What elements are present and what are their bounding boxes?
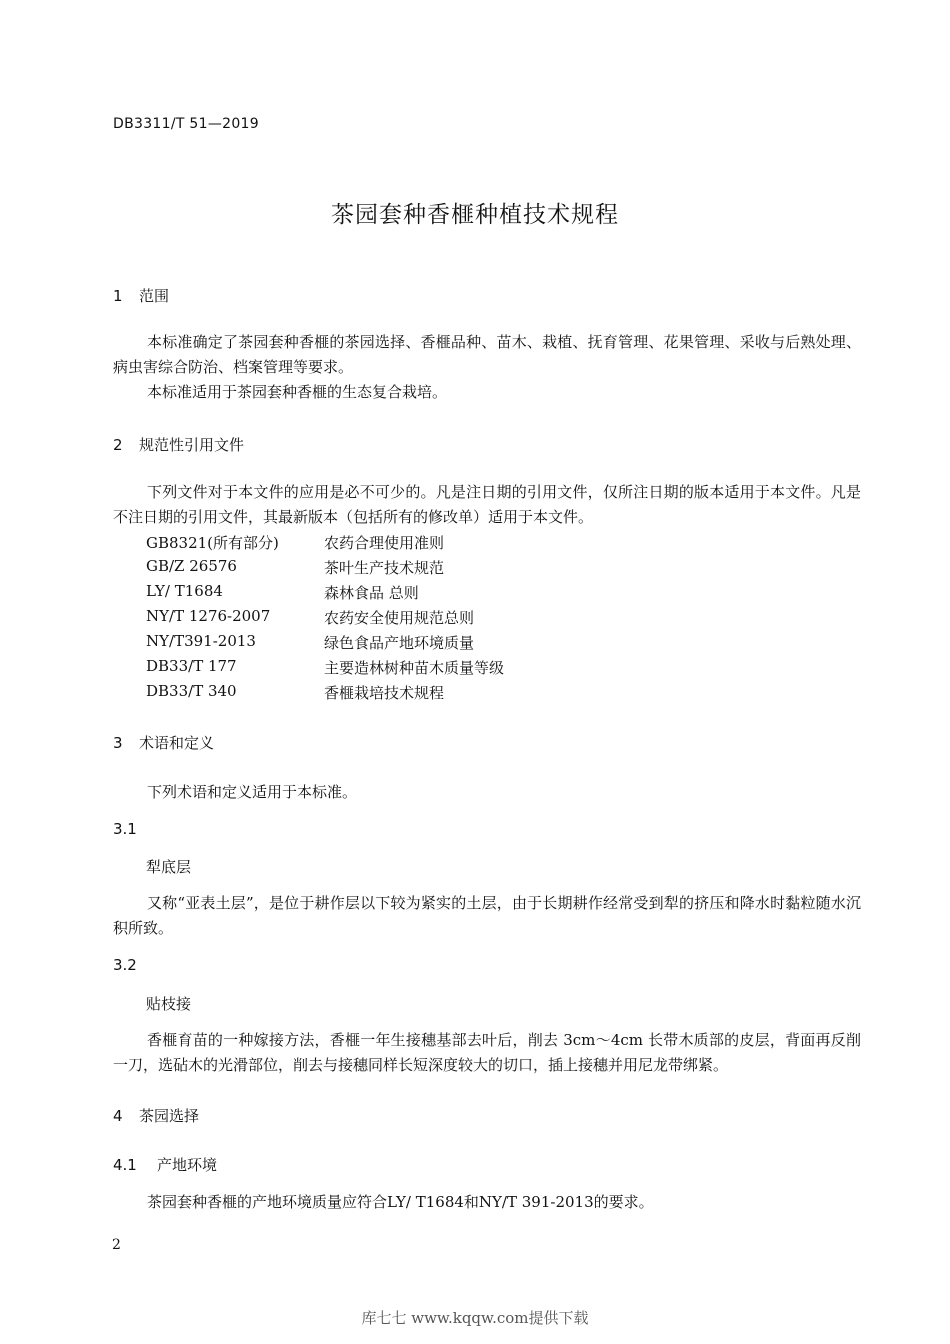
subsection-heading-environment <box>113 1154 217 1175</box>
reference-code: GB/Z 26576 <box>146 557 237 575</box>
term-definition: 香榧育苗的一种嫁接方法，香榧一年生接穗基部去叶后，削去 3cm～4cm 长带木质部的皮层，背面再反削一刀，选砧木的光滑部位，削去与接穗同样长短深度较大的切口，插上接穗并用尼龙带绑紧。 <box>113 1031 861 1074</box>
section-number: 4 <box>113 1107 123 1125</box>
subsection-number: 4.1 <box>113 1156 137 1174</box>
section-heading-scope <box>113 285 169 306</box>
reference-title: 森林食品 总则 <box>324 584 419 602</box>
section-title: 茶园选择 <box>139 1107 200 1125</box>
reference-code: NY/T391-2013 <box>146 632 256 650</box>
reference-code: NY/T 1276-2007 <box>146 607 271 625</box>
term-name: 犁底层 <box>146 858 192 876</box>
section-number: 1 <box>113 287 123 305</box>
section-heading-tea-garden-selection <box>113 1105 199 1126</box>
document-number: DB3311/T 51—2019 <box>113 116 259 132</box>
reference-code: DB33/T 177 <box>146 657 237 675</box>
terms-intro: 下列术语和定义适用于本标准。 <box>147 783 358 801</box>
reference-title: 主要造林树种苗木质量等级 <box>324 659 505 677</box>
term-definition: 又称“亚表土层”，是位于耕作层以下较为紧实的土层，由于长期耕作经常受到犁的挤压和降水时黏粒随水沉积所致。 <box>113 894 861 937</box>
section-number: 3 <box>113 734 123 752</box>
subsection-title: 产地环境 <box>157 1156 218 1174</box>
scope-paragraph-1: 本标准确定了茶园套种香榧的茶园选择、香榧品种、苗木、栽植、抚育管理、花果管理、采收与后熟处理、病虫害综合防治、档案管理等要求。 <box>113 333 861 376</box>
reference-code: GB8321(所有部分) <box>146 534 279 552</box>
reference-title: 农药合理使用准则 <box>324 534 445 552</box>
reference-title: 农药安全使用规范总则 <box>324 609 475 627</box>
reference-title: 茶叶生产技术规范 <box>324 559 445 577</box>
reference-code: LY/ T1684 <box>146 582 223 600</box>
section-title: 范围 <box>139 287 170 305</box>
term-name: 贴枝接 <box>146 995 192 1013</box>
section-number: 2 <box>113 436 123 454</box>
page-number: 2 <box>112 1237 121 1253</box>
scope-paragraph-2: 本标准适用于茶园套种香榧的生态复合栽培。 <box>147 383 448 401</box>
section-title: 规范性引用文件 <box>139 436 245 454</box>
section-title: 术语和定义 <box>139 734 215 752</box>
reference-code: DB33/T 340 <box>146 682 237 700</box>
download-source-note: 库七七 www.kqqw.com提供下载 <box>361 1309 589 1327</box>
reference-title: 香榧栽培技术规程 <box>324 684 445 702</box>
term-number: 3.1 <box>113 820 137 838</box>
section-heading-normative-references <box>113 434 244 455</box>
term-number: 3.2 <box>113 956 137 974</box>
references-intro: 下列文件对于本文件的应用是必不可少的。凡是注日期的引用文件，仅所注日期的版本适用于本文件。凡是不注日期的引用文件，其最新版本（包括所有的修改单）适用于本文件。 <box>113 483 861 526</box>
page-title: 茶园套种香榧种植技术规程 <box>331 202 619 228</box>
section-heading-terms <box>113 732 214 753</box>
environment-paragraph: 茶园套种香榧的产地环境质量应符合LY/ T1684和NY/T 391-2013的要求。 <box>147 1193 654 1211</box>
reference-title: 绿色食品产地环境质量 <box>324 634 475 652</box>
